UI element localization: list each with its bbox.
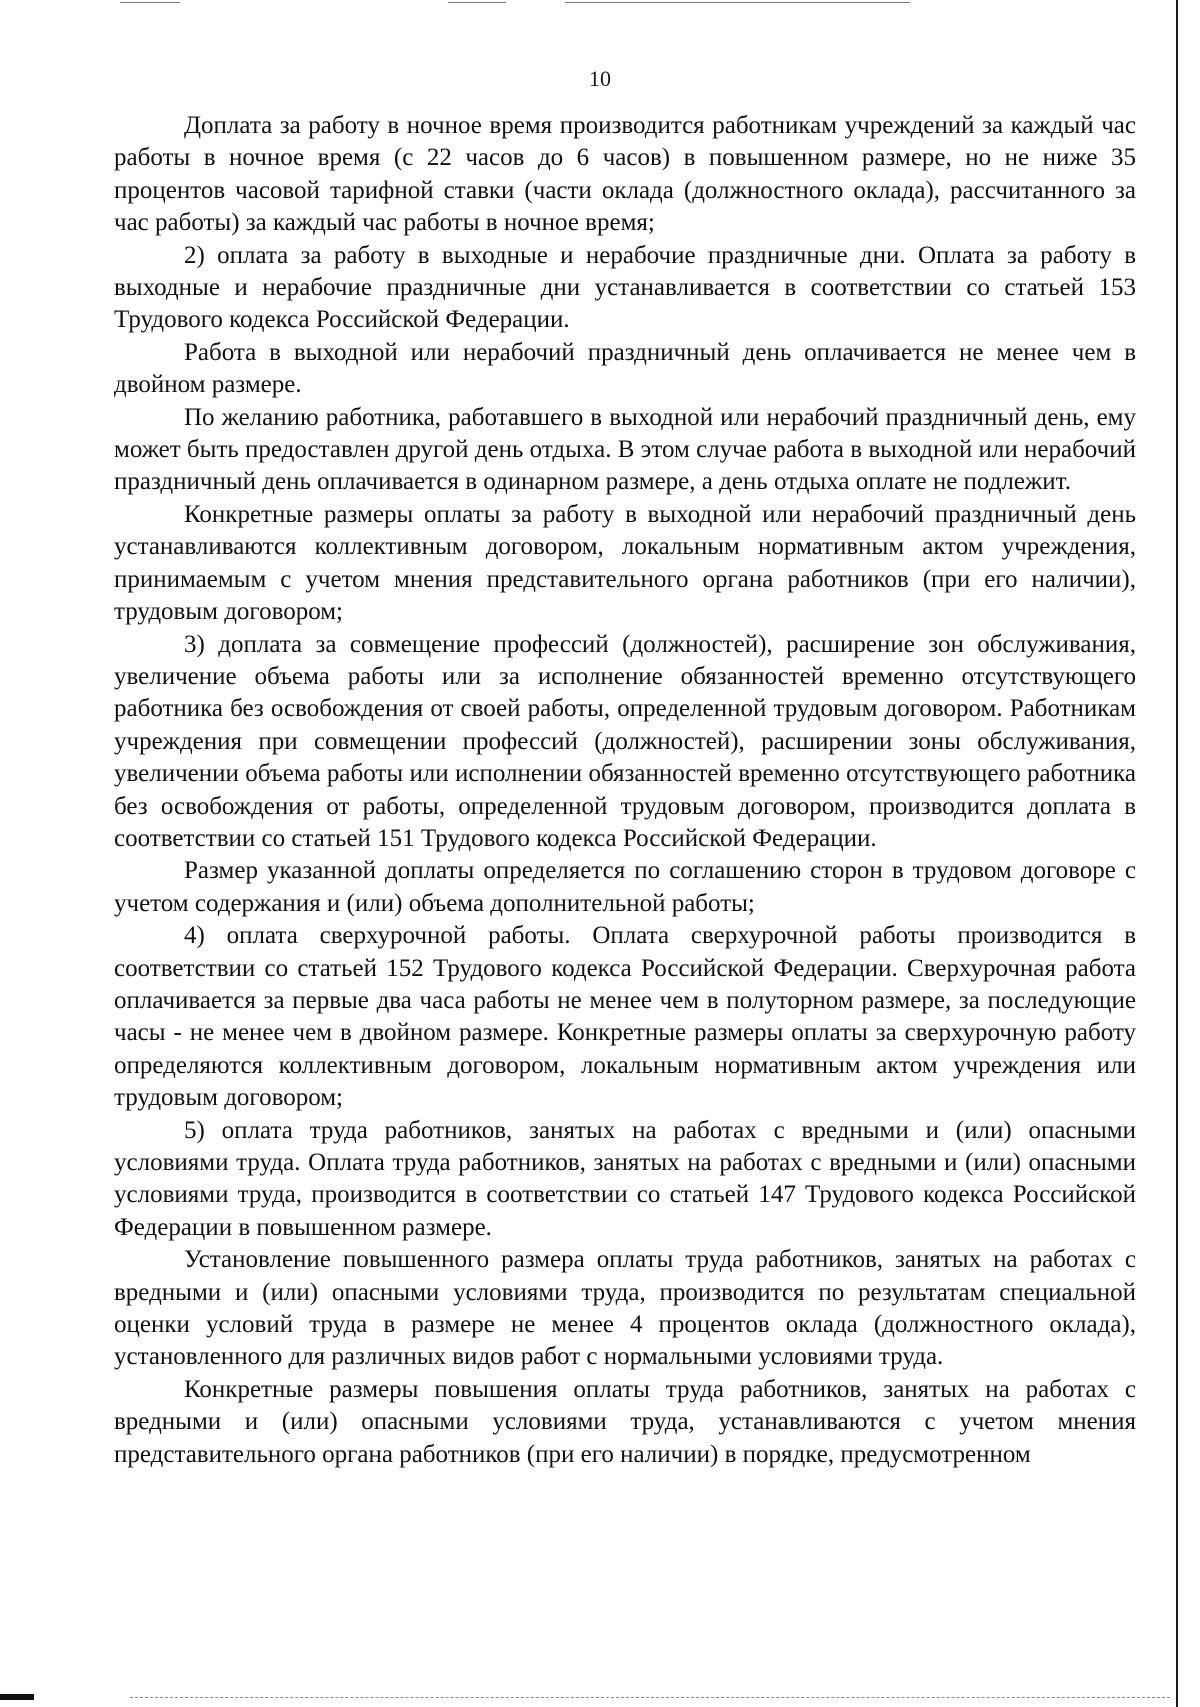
paragraph-double-rate: Работа в выходной или нерабочий праздничный день оплачивается не менее чем в двойном размере.: [114, 338, 1136, 399]
scan-mark-bottom-left: [0, 1694, 34, 1700]
paragraph-specific-increase: Конкретные размеры повышения оплаты труда работников, занятых на работах с вредными и (или) опасными условиями труда, устанавливаются с учетом мнения представительного органа работников (при его наличии) в порядке, предусмотренном: [114, 1375, 1136, 1468]
scan-artifact-top-center: [448, 2, 506, 3]
paragraph-combined-duties: 3) доплата за совмещение профессий (должностей), расширение зон обслуживания, увеличение объема работы или за исполнение обязанностей временно отсутствующего работника без освобождения от своей работы, определенной трудовым договором. Работникам учреждения при совмещении профессий (должностей), расширении зоны обслуживания, увеличении объема работы или исполнении обязанностей временно отсутствующего работника без освобождения от работы, определенной трудовым договором, производится доплата в соответствии со статьей 151 Трудового кодекса Российской Федерации.: [114, 630, 1136, 852]
paragraph-overtime: 4) оплата сверхурочной работы. Оплата сверхурочной работы производится в соответствии со статьей 152 Трудового кодекса Российской Федерации. Сверхурочная работа оплачивается за первые два часа работы не менее чем в полуторном размере, за последующие часы - не менее чем в двойном размере. Конкретные размеры оплаты за сверхурочную работу определяются коллективным договором, локальным нормативным актом учреждения или трудовым договором;: [114, 922, 1136, 1112]
paragraph-increased-pay: Установление повышенного размера оплаты труда работников, занятых на работах с вредными и (или) опасными условиями труда, производится по результатам специальной оценки условий труда в размере не менее 4 процентов оклада (должностного оклада), установленного для различных видов работ с нормальными условиями труда.: [114, 1246, 1136, 1371]
paragraph-day-off: По желанию работника, работавшего в выходной или нерабочий праздничный день, ему может быть предоставлен другой день отдыха. В этом случае работа в выходной или нерабочий праздничный день оплачивается в одинарном размере, а день отдыха оплате не подлежит.: [114, 403, 1136, 496]
page-number: 10: [589, 66, 611, 91]
document-body: [114, 110, 1136, 1471]
paragraph-hazardous-work: 5) оплата труда работников, занятых на работах с вредными и (или) опасными условиями труда. Оплата труда работников, занятых на работах с вредными и (или) опасными условиями труда, производится в соответствии со статьей 147 Трудового кодекса Российской Федерации в повышенном размере.: [114, 1116, 1136, 1241]
paragraph-extra-pay-size: Размер указанной доплаты определяется по соглашению сторон в трудовом договоре с учетом содержания и (или) объема дополнительной работы;: [114, 857, 1136, 917]
scan-artifact-top-left: [120, 2, 180, 3]
scan-artifact-top-right: [565, 2, 910, 3]
paragraph-weekend-pay: 2) оплата за работу в выходные и нерабочие праздничные дни. Оплата за работу в выходные и нерабочие праздничные дни устанавливается в соответствии со статьей 153 Трудового кодекса Российской Федерации.: [114, 241, 1136, 334]
scan-artifact-bottom: [130, 1697, 1170, 1698]
scan-edge-right: [1176, 0, 1178, 1707]
paragraph-night-work: Доплата за работу в ночное время производится работникам учреждений за каждый час работы в ночное время (с 22 часов до 6 часов) в повышенном размере, но не ниже 35 процентов часовой тарифной ставки (части оклада (должностного оклада), рассчитанного за час работы) за каждый час работы в ночное время;: [114, 112, 1136, 237]
paragraph-specific-rates: Конкретные размеры оплаты за работу в выходной или нерабочий праздничный день устанавливаются коллективным договором, локальным нормативным актом учреждения, принимаемым с учетом мнения представительного органа работников (при его наличии), трудовым договором;: [114, 500, 1136, 626]
